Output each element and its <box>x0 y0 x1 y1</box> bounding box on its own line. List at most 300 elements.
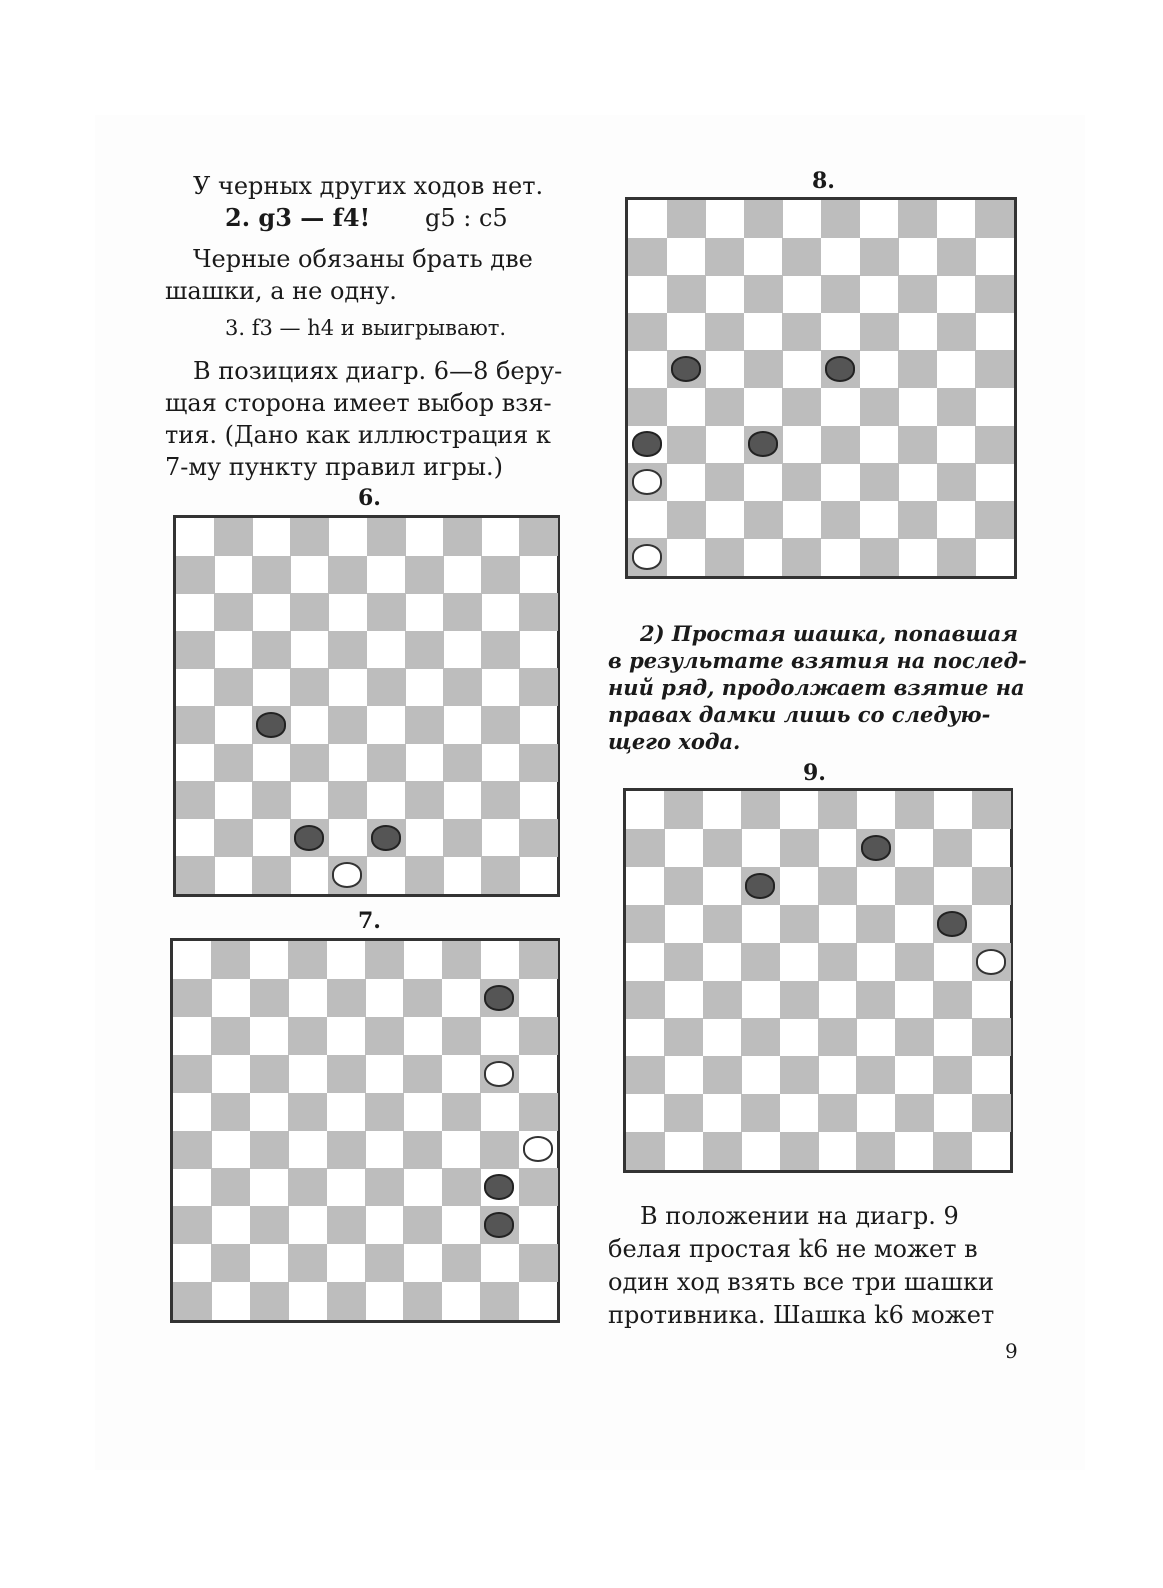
dark-square <box>664 1094 703 1132</box>
light-square <box>211 1282 250 1320</box>
dark-square <box>327 1131 366 1169</box>
light-square <box>519 1206 558 1244</box>
dark-square <box>667 200 706 238</box>
white-checker <box>632 544 662 570</box>
light-square <box>173 941 212 979</box>
light-square <box>442 1055 481 1093</box>
dark-square <box>365 1093 404 1131</box>
light-square <box>626 1094 665 1132</box>
dark-square <box>176 781 215 819</box>
dark-square <box>898 501 937 539</box>
dark-square <box>252 631 291 669</box>
white-checker <box>632 469 662 495</box>
light-square <box>480 1244 519 1282</box>
page-number: 9 <box>1005 1339 1018 1363</box>
dark-square <box>626 905 665 943</box>
dark-square <box>895 791 934 829</box>
rule-line: ний ряд, продолжает взятие на <box>608 675 1025 700</box>
light-square <box>480 1017 519 1055</box>
dark-square <box>703 905 742 943</box>
light-square <box>818 1056 857 1094</box>
dark-square <box>327 1206 366 1244</box>
dark-square <box>403 1055 442 1093</box>
dark-square <box>290 593 329 631</box>
light-square <box>898 463 937 501</box>
dark-square <box>860 238 899 276</box>
light-square <box>365 1206 404 1244</box>
dark-square <box>250 1206 289 1244</box>
light-square <box>250 1244 289 1282</box>
dark-square <box>214 593 253 631</box>
white-checker <box>484 1061 514 1087</box>
dark-square <box>211 941 250 979</box>
dark-square <box>744 200 783 238</box>
light-square <box>972 1056 1011 1094</box>
dark-square <box>898 200 937 238</box>
black-checker <box>294 825 324 851</box>
dark-square <box>327 979 366 1017</box>
dark-square <box>744 501 783 539</box>
light-square <box>519 979 558 1017</box>
board-diagram-9 <box>623 788 1013 1173</box>
dark-square <box>818 867 857 905</box>
dark-square <box>667 426 706 464</box>
light-square <box>667 313 706 351</box>
light-square <box>782 350 821 388</box>
dark-square <box>481 556 520 594</box>
light-square <box>403 941 442 979</box>
dark-square <box>975 275 1014 313</box>
dark-square <box>975 200 1014 238</box>
dark-square <box>821 200 860 238</box>
dark-square <box>937 313 976 351</box>
light-square <box>519 856 558 894</box>
light-square <box>173 1093 212 1131</box>
dark-square <box>626 1132 665 1170</box>
dark-square <box>328 631 367 669</box>
black-checker <box>937 911 967 937</box>
light-square <box>519 631 558 669</box>
dark-square <box>741 943 780 981</box>
dark-square <box>703 1132 742 1170</box>
dark-square <box>365 1244 404 1282</box>
dark-square <box>705 238 744 276</box>
light-square <box>214 706 253 744</box>
dark-square <box>405 706 444 744</box>
black-checker <box>861 835 891 861</box>
paragraph-line: щая сторона имеет выбор взя- <box>165 389 552 417</box>
dark-square <box>780 981 819 1019</box>
light-square <box>818 905 857 943</box>
light-square <box>975 238 1014 276</box>
light-square <box>937 350 976 388</box>
dark-square <box>972 1018 1011 1056</box>
paragraph-line: белая простая k6 не может в <box>608 1235 978 1263</box>
light-square <box>405 593 444 631</box>
light-square <box>211 979 250 1017</box>
light-square <box>937 501 976 539</box>
light-square <box>481 593 520 631</box>
paragraph-line: 7-му пункту правил игры.) <box>165 453 504 481</box>
light-square <box>626 1018 665 1056</box>
dark-square <box>443 668 482 706</box>
light-square <box>442 1282 481 1320</box>
light-square <box>741 905 780 943</box>
light-square <box>818 981 857 1019</box>
light-square <box>667 463 706 501</box>
dark-square <box>664 791 703 829</box>
white-checker <box>523 1136 553 1162</box>
light-square <box>290 781 329 819</box>
light-square <box>252 744 291 782</box>
dark-square <box>367 744 406 782</box>
light-square <box>250 1017 289 1055</box>
dark-square <box>741 1018 780 1056</box>
light-square <box>365 979 404 1017</box>
light-square <box>173 1017 212 1055</box>
light-square <box>972 1132 1011 1170</box>
rule-line: 2) Простая шашка, попавшая <box>640 621 1018 646</box>
dark-square <box>667 275 706 313</box>
light-square <box>367 556 406 594</box>
dark-square <box>481 856 520 894</box>
dark-square <box>211 1093 250 1131</box>
dark-square <box>856 1132 895 1170</box>
dark-square <box>442 1017 481 1055</box>
light-square <box>442 979 481 1017</box>
dark-square <box>667 501 706 539</box>
rule-line: правах дамки лишь со следую- <box>608 702 991 727</box>
dark-square <box>176 856 215 894</box>
dark-square <box>780 829 819 867</box>
dark-square <box>818 1094 857 1132</box>
dark-square <box>250 1055 289 1093</box>
dark-square <box>705 388 744 426</box>
black-checker <box>825 356 855 382</box>
black-checker <box>371 825 401 851</box>
board-diagram-8 <box>625 197 1017 579</box>
dark-square <box>481 706 520 744</box>
light-square <box>443 856 482 894</box>
light-square <box>176 744 215 782</box>
dark-square <box>328 556 367 594</box>
light-square <box>744 238 783 276</box>
light-square <box>972 829 1011 867</box>
light-square <box>328 819 367 857</box>
dark-square <box>367 518 406 556</box>
light-square <box>367 781 406 819</box>
light-square <box>821 538 860 576</box>
dark-square <box>442 1168 481 1206</box>
light-square <box>703 1094 742 1132</box>
dark-square <box>214 668 253 706</box>
diagram-9-label: 9. <box>803 760 826 786</box>
light-square <box>895 905 934 943</box>
light-square <box>173 1168 212 1206</box>
light-square <box>365 1282 404 1320</box>
light-square <box>628 275 667 313</box>
light-square <box>818 1132 857 1170</box>
dark-square <box>480 1282 519 1320</box>
light-square <box>290 556 329 594</box>
dark-square <box>937 463 976 501</box>
dark-square <box>211 1017 250 1055</box>
dark-square <box>173 1206 212 1244</box>
light-square <box>703 1018 742 1056</box>
light-square <box>744 463 783 501</box>
light-square <box>782 426 821 464</box>
dark-square <box>176 556 215 594</box>
light-square <box>288 1282 327 1320</box>
light-square <box>173 1244 212 1282</box>
dark-square <box>937 238 976 276</box>
light-square <box>895 1056 934 1094</box>
light-square <box>703 867 742 905</box>
light-square <box>821 388 860 426</box>
dark-square <box>519 518 558 556</box>
dark-square <box>975 426 1014 464</box>
dark-square <box>972 791 1011 829</box>
dark-square <box>288 941 327 979</box>
light-square <box>252 518 291 556</box>
dark-square <box>664 943 703 981</box>
light-square <box>821 238 860 276</box>
light-square <box>214 781 253 819</box>
dark-square <box>405 556 444 594</box>
dark-square <box>628 388 667 426</box>
dark-square <box>898 275 937 313</box>
light-square <box>744 538 783 576</box>
light-square <box>933 791 972 829</box>
dark-square <box>821 275 860 313</box>
light-square <box>250 1168 289 1206</box>
dark-square <box>328 706 367 744</box>
light-square <box>780 867 819 905</box>
light-square <box>705 426 744 464</box>
light-square <box>898 313 937 351</box>
text-line: У черных других ходов нет. <box>193 172 544 200</box>
dark-square <box>895 867 934 905</box>
light-square <box>443 556 482 594</box>
white-checker <box>332 862 362 888</box>
black-checker <box>256 712 286 738</box>
paragraph-line: В положении на диагр. 9 <box>640 1202 959 1230</box>
light-square <box>442 1206 481 1244</box>
dark-square <box>895 943 934 981</box>
dark-square <box>403 979 442 1017</box>
dark-square <box>442 941 481 979</box>
dark-square <box>933 1132 972 1170</box>
dark-square <box>818 791 857 829</box>
dark-square <box>250 1282 289 1320</box>
dark-square <box>176 706 215 744</box>
dark-square <box>780 905 819 943</box>
board-diagram-6 <box>173 515 560 897</box>
dark-square <box>818 1018 857 1056</box>
light-square <box>327 1093 366 1131</box>
light-square <box>519 781 558 819</box>
dark-square <box>403 1131 442 1169</box>
black-checker <box>745 873 775 899</box>
dark-square <box>173 1131 212 1169</box>
dark-square <box>250 979 289 1017</box>
light-square <box>667 538 706 576</box>
light-square <box>821 463 860 501</box>
dark-square <box>856 1056 895 1094</box>
light-square <box>626 943 665 981</box>
light-square <box>898 388 937 426</box>
light-square <box>898 238 937 276</box>
light-square <box>744 313 783 351</box>
dark-square <box>937 388 976 426</box>
dark-square <box>252 781 291 819</box>
light-square <box>667 388 706 426</box>
light-square <box>211 1206 250 1244</box>
light-square <box>442 1131 481 1169</box>
light-square <box>211 1055 250 1093</box>
light-square <box>741 829 780 867</box>
dark-square <box>442 1093 481 1131</box>
dark-square <box>173 1055 212 1093</box>
dark-square <box>405 856 444 894</box>
light-square <box>898 538 937 576</box>
dark-square <box>519 1017 558 1055</box>
dark-square <box>519 593 558 631</box>
light-square <box>367 706 406 744</box>
light-square <box>176 518 215 556</box>
move-text: 3. f3 — h4 и выигрывают. <box>225 316 507 340</box>
board-diagram-7 <box>170 938 560 1323</box>
dark-square <box>176 631 215 669</box>
light-square <box>367 631 406 669</box>
move-text: g5 : c5 <box>425 204 508 232</box>
dark-square <box>818 943 857 981</box>
diagram-8-label: 8. <box>812 168 835 194</box>
light-square <box>481 744 520 782</box>
dark-square <box>628 313 667 351</box>
light-square <box>327 1244 366 1282</box>
dark-square <box>519 941 558 979</box>
light-square <box>403 1017 442 1055</box>
dark-square <box>780 1132 819 1170</box>
light-square <box>741 1132 780 1170</box>
light-square <box>328 518 367 556</box>
dark-square <box>211 1244 250 1282</box>
light-square <box>443 706 482 744</box>
light-square <box>252 819 291 857</box>
light-square <box>443 781 482 819</box>
light-square <box>288 1131 327 1169</box>
light-square <box>703 943 742 981</box>
light-square <box>705 200 744 238</box>
light-square <box>933 867 972 905</box>
dark-square <box>211 1168 250 1206</box>
dark-square <box>780 1056 819 1094</box>
light-square <box>481 819 520 857</box>
dark-square <box>290 668 329 706</box>
dark-square <box>626 981 665 1019</box>
dark-square <box>821 426 860 464</box>
light-square <box>626 867 665 905</box>
diagram-7-label: 7. <box>358 908 381 934</box>
light-square <box>741 1056 780 1094</box>
dark-square <box>288 1168 327 1206</box>
light-square <box>480 1093 519 1131</box>
light-square <box>211 1131 250 1169</box>
dark-square <box>481 781 520 819</box>
light-square <box>703 791 742 829</box>
light-square <box>403 1093 442 1131</box>
light-square <box>288 1055 327 1093</box>
dark-square <box>481 631 520 669</box>
dark-square <box>937 538 976 576</box>
light-square <box>818 829 857 867</box>
dark-square <box>626 829 665 867</box>
dark-square <box>664 1018 703 1056</box>
dark-square <box>403 1282 442 1320</box>
dark-square <box>288 1017 327 1055</box>
light-square <box>327 1017 366 1055</box>
light-square <box>741 981 780 1019</box>
dark-square <box>860 538 899 576</box>
light-square <box>782 275 821 313</box>
dark-square <box>856 905 895 943</box>
light-square <box>856 943 895 981</box>
dark-square <box>327 1055 366 1093</box>
light-square <box>664 981 703 1019</box>
dark-square <box>741 791 780 829</box>
dark-square <box>705 538 744 576</box>
light-square <box>481 668 520 706</box>
light-square <box>972 905 1011 943</box>
light-square <box>705 350 744 388</box>
dark-square <box>782 538 821 576</box>
dark-square <box>288 1093 327 1131</box>
black-checker <box>484 985 514 1011</box>
dark-square <box>443 819 482 857</box>
dark-square <box>519 819 558 857</box>
dark-square <box>327 1282 366 1320</box>
dark-square <box>933 981 972 1019</box>
light-square <box>403 1244 442 1282</box>
light-square <box>290 706 329 744</box>
light-square <box>975 463 1014 501</box>
dark-square <box>480 1131 519 1169</box>
dark-square <box>443 518 482 556</box>
light-square <box>821 313 860 351</box>
light-square <box>628 200 667 238</box>
light-square <box>664 905 703 943</box>
dark-square <box>860 463 899 501</box>
light-square <box>288 979 327 1017</box>
dark-square <box>367 668 406 706</box>
light-square <box>856 791 895 829</box>
light-square <box>856 1094 895 1132</box>
light-square <box>214 856 253 894</box>
dark-square <box>443 744 482 782</box>
dark-square <box>664 867 703 905</box>
dark-square <box>895 1094 934 1132</box>
light-square <box>365 1055 404 1093</box>
light-square <box>895 829 934 867</box>
light-square <box>744 388 783 426</box>
paragraph-line: В позициях диагр. 6—8 беру- <box>193 357 563 385</box>
dark-square <box>744 275 783 313</box>
light-square <box>327 941 366 979</box>
light-square <box>937 426 976 464</box>
text-line: Черные обязаны брать две <box>193 245 533 273</box>
dark-square <box>519 1168 558 1206</box>
